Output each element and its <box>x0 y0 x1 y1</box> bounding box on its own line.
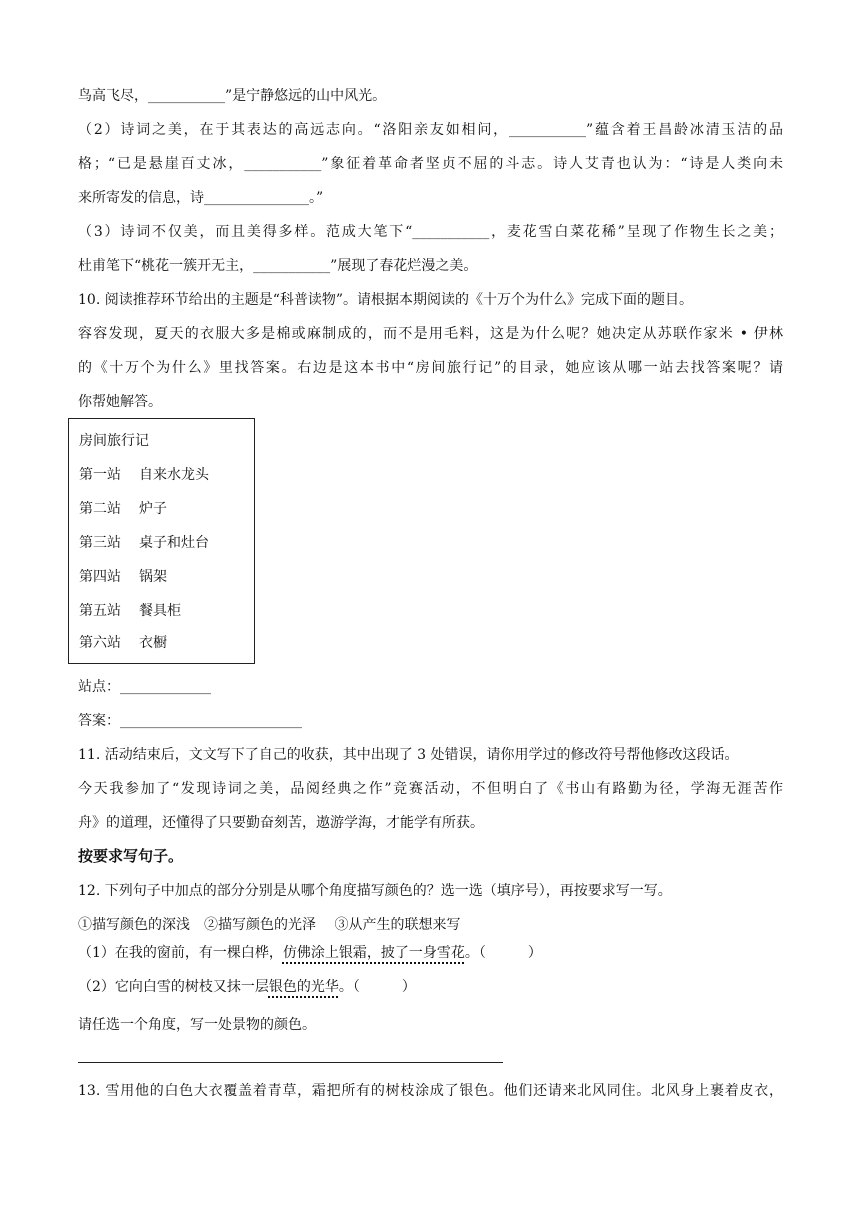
dotted-emphasis: 银色的光华 <box>268 979 339 995</box>
poem-q3-line-1: （3）诗词不仅美，而且美得多样。范成大笔下“___________，麦花雪白菜花稀”呈现了作物生长之美； <box>78 224 783 240</box>
table-of-contents-box <box>68 418 255 664</box>
question-12-sentence-2: （2）它向白雪的树枝又抹一层银色的光华。（ ） <box>78 979 416 995</box>
poem-q2-line-2: 格；“已是悬崖百丈冰，___________”象征着革命者坚贞不屈的斗志。诗人艾青也认为：“诗是人类向未 <box>78 156 783 172</box>
toc-item: 第一站 自来水龙头 <box>79 467 209 483</box>
question-12: 12. 下列句子中加点的部分分别是从哪个角度描写颜色的？选一选（填序号），再按要求写一写。 <box>78 883 672 899</box>
answer-blank[interactable]: 答案：__________________________ <box>78 713 302 729</box>
question-13: 13. 雪用他的白色大衣覆盖着青草，霜把所有的树枝涂成了银色。他们还请来北风同住。北风身上裹着皮衣， <box>78 1083 783 1099</box>
answer-line[interactable] <box>78 1062 503 1063</box>
poem-q3-line-2: 杜甫笔下“桃花一簇开无主，___________”展现了春花烂漫之美。 <box>78 258 478 274</box>
question-10: 10. 阅读推荐环节给出的主题是“科普读物”。请根据本期阅读的《十万个为什么》完成下面的题目。 <box>78 292 694 308</box>
dotted-emphasis: 仿佛涂上银霜，披了一身雪花 <box>282 945 465 961</box>
poem-line-1: 鸟高飞尽，___________”是宁静悠远的山中风光。 <box>78 88 387 104</box>
toc-item: 第五站 餐具柜 <box>79 603 181 619</box>
poem-q2-line-1: （2）诗词之美，在于其表达的高远志向。“洛阳亲友如相问，___________”蕴含着王昌龄冰清玉洁的品 <box>78 122 783 138</box>
question-11-passage-1: 今天我参加了“发现诗词之美，品阅经典之作”竞赛活动，不但明白了《书山有路勤为径，学海无涯苦作 <box>78 781 783 797</box>
toc-item: 第四站 锅架 <box>79 569 167 585</box>
question-11: 11. 活动结束后，文文写下了自己的收获，其中出现了 3 处错误，请你用学过的修改符号帮他修改这段话。 <box>78 747 739 763</box>
question-10-text-2: 的《十万个为什么》里找答案。右边是这本书中“房间旅行记”的目录，她应该从哪一站去找答案呢？请 <box>78 360 783 376</box>
question-11-passage-2: 舟》的道理，还懂得了只要勤奋刻苦，遨游学海，才能学有所获。 <box>78 815 484 831</box>
station-answer-blank[interactable]: 站点：_____________ <box>78 679 211 695</box>
toc-title: 房间旅行记 <box>79 433 149 449</box>
toc-item: 第六站 衣橱 <box>79 635 167 651</box>
question-10-text-3: 你帮她解答。 <box>78 394 162 410</box>
poem-q2-line-3: 来所寄发的信息，诗_______________。” <box>78 190 324 206</box>
question-12-prompt: 请任选一个角度，写一处景物的颜色。 <box>78 1017 316 1033</box>
section-heading: 按要求写句子。 <box>78 847 184 865</box>
question-12-options: ①描写颜色的深浅 ②描写颜色的光泽 ③从产生的联想来写 <box>78 917 461 933</box>
question-12-sentence-1: （1）在我的窗前，有一棵白桦，仿佛涂上银霜，披了一身雪花。（ ） <box>78 945 542 961</box>
question-10-text-1: 容容发现，夏天的衣服大多是棉或麻制成的，而不是用毛料，这是为什么呢？她决定从苏联作家米 • 伊林 <box>78 326 783 342</box>
toc-item: 第二站 炉子 <box>79 501 167 517</box>
toc-item: 第三站 桌子和灶台 <box>79 535 209 551</box>
